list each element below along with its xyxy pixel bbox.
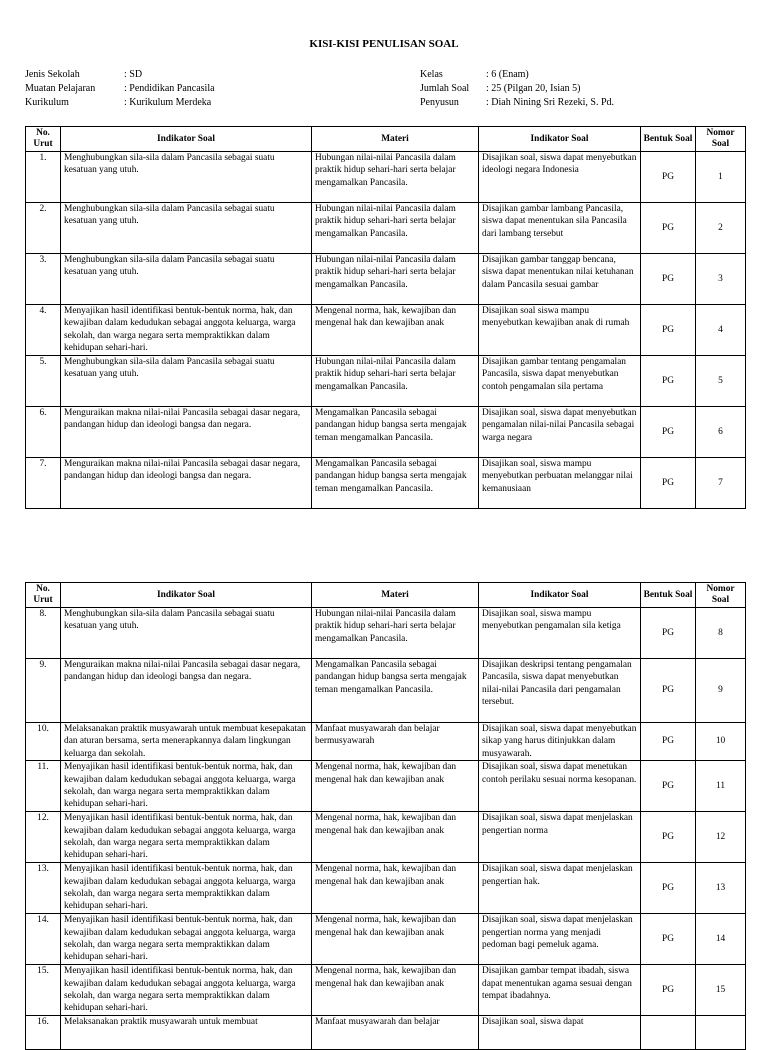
cell-soal: Disajikan soal, siswa dapat menyebutkan sikap yang harus ditinjukkan dalam musyawarah. xyxy=(479,723,641,761)
kisi-table-1 xyxy=(25,126,746,509)
table-row xyxy=(26,812,746,863)
document-title: KISI-KISI PENULISAN SOAL xyxy=(309,38,459,50)
cell-bentuk: PG xyxy=(641,458,696,509)
cell-indikator: Menghubungkan sila-sila dalam Pancasila sebagai suatu kesatuan yang utuh. xyxy=(61,254,312,305)
cell-nomor: 10 xyxy=(696,723,746,761)
header-nomor-soal: Nomor Soal xyxy=(696,583,746,608)
cell-indikator: Menyajikan hasil identifikasi bentuk-bentuk norma, hak, dan kewajiban dalam kedudukan sebagai anggota keluarga, warga sekolah, dan warga negara serta mempraktikkan dalam kehidupan sehari-hari. xyxy=(61,863,312,914)
cell-soal: Disajikan soal siswa mampu menyebutkan kewajiban anak di rumah xyxy=(479,305,641,356)
cell-bentuk: PG xyxy=(641,812,696,863)
cell-soal: Disajikan gambar tentang pengamalan Pancasila, siswa dapat menyebutkan contoh pengamalan sila pertama xyxy=(479,356,641,407)
cell-soal: Disajikan gambar tempat ibadah, siswa dapat menentukan agama sesuai dengan tempat ibadahnya. xyxy=(479,965,641,1016)
cell-materi: Mengamalkan Pancasila sebagai pandangan hidup bangsa serta mengajak teman mengamalkan Pancasila. xyxy=(312,458,479,509)
cell-no: 10. xyxy=(26,723,61,761)
cell-nomor: 15 xyxy=(696,965,746,1016)
cell-no: 15. xyxy=(26,965,61,1016)
cell-indikator: Menguraikan makna nilai-nilai Pancasila sebagai dasar negara, pandangan hidup dan ideologi bangsa dan negara. xyxy=(61,458,312,509)
cell-materi: Manfaat musyawarah dan belajar xyxy=(312,1016,479,1050)
cell-indikator: Menyajikan hasil identifikasi bentuk-bentuk norma, hak, dan kewajiban dalam kedudukan sebagai anggota keluarga, warga sekolah, dan warga negara serta mempraktikkan dalam kehidupan sehari-hari. xyxy=(61,305,312,356)
table-row xyxy=(26,458,746,509)
cell-soal: Disajikan soal, siswa dapat menyebutkan ideologi negara Indonesia xyxy=(479,152,641,203)
meta-label: Muatan Pelajaran xyxy=(25,83,96,94)
cell-bentuk: PG xyxy=(641,659,696,723)
cell-nomor: 14 xyxy=(696,914,746,965)
header-materi: Materi xyxy=(312,127,479,152)
cell-nomor: 7 xyxy=(696,458,746,509)
cell-nomor: 9 xyxy=(696,659,746,723)
meta-value: : 25 (Pilgan 20, Isian 5) xyxy=(486,83,581,94)
meta-row-muatan-pelajaran xyxy=(25,82,215,96)
table-row xyxy=(26,965,746,1016)
cell-no: 14. xyxy=(26,914,61,965)
meta-label: Kurikulum xyxy=(25,97,69,108)
table-row xyxy=(26,305,746,356)
meta-value: : SD xyxy=(124,69,143,80)
cell-no: 13. xyxy=(26,863,61,914)
cell-no: 6. xyxy=(26,407,61,458)
cell-no: 12. xyxy=(26,812,61,863)
cell-nomor: 12 xyxy=(696,812,746,863)
cell-materi: Mengenal norma, hak, kewajiban dan mengenal hak dan kewajiban anak xyxy=(312,965,479,1016)
cell-soal: Disajikan soal, siswa dapat menyebutkan pengamalan nilai-nilai Pancasila sebagai warga negara xyxy=(479,407,641,458)
cell-no: 1. xyxy=(26,152,61,203)
meta-row-jenis-sekolah xyxy=(25,68,215,82)
cell-no: 11. xyxy=(26,761,61,812)
header-indikator: Indikator Soal xyxy=(61,127,312,152)
meta-value: : Diah Nining Sri Rezeki, S. Pd. xyxy=(486,97,615,108)
cell-indikator: Melaksanakan praktik musyawarah untuk membuat kesepakatan dan aturan bersama, serta menerapkannya dalam lingkungan keluarga dan sekolah. xyxy=(61,723,312,761)
header-indikator-soal: Indikator Soal xyxy=(479,583,641,608)
table-row xyxy=(26,254,746,305)
table-row xyxy=(26,608,746,659)
header-bentuk-soal: Bentuk Soal xyxy=(641,583,696,608)
header-bentuk-soal: Bentuk Soal xyxy=(641,127,696,152)
cell-bentuk: PG xyxy=(641,203,696,254)
cell-indikator: Menghubungkan sila-sila dalam Pancasila sebagai suatu kesatuan yang utuh. xyxy=(61,203,312,254)
cell-materi: Mengenal norma, hak, kewajiban dan mengenal hak dan kewajiban anak xyxy=(312,812,479,863)
cell-no: 4. xyxy=(26,305,61,356)
meta-right xyxy=(420,68,614,110)
table-row xyxy=(26,407,746,458)
cell-bentuk: PG xyxy=(641,965,696,1016)
table-row xyxy=(26,723,746,761)
cell-nomor: 6 xyxy=(696,407,746,458)
header-no-urut: No. Urut xyxy=(26,127,61,152)
cell-bentuk: PG xyxy=(641,914,696,965)
table-row xyxy=(26,152,746,203)
cell-indikator: Menyajikan hasil identifikasi bentuk-bentuk norma, hak, dan kewajiban dalam kedudukan sebagai anggota keluarga, warga sekolah, dan warga negara serta mempraktikkan dalam kehidupan sehari-hari. xyxy=(61,761,312,812)
cell-indikator: Menghubungkan sila-sila dalam Pancasila sebagai suatu kesatuan yang utuh. xyxy=(61,608,312,659)
cell-nomor: 2 xyxy=(696,203,746,254)
meta-left xyxy=(25,68,215,110)
cell-materi: Hubungan nilai-nilai Pancasila dalam praktik hidup sehari-hari serta belajar mengamalkan Pancasila. xyxy=(312,608,479,659)
cell-bentuk: PG xyxy=(641,152,696,203)
cell-soal: Disajikan gambar lambang Pancasila, siswa dapat menentukan sila Pancasila dari lambang tersebut xyxy=(479,203,641,254)
cell-indikator: Menyajikan hasil identifikasi bentuk-bentuk norma, hak, dan kewajiban dalam kedudukan sebagai anggota keluarga, warga sekolah, dan warga negara serta mempraktikkan dalam kehidupan sehari-hari. xyxy=(61,812,312,863)
cell-materi: Mengenal norma, hak, kewajiban dan mengenal hak dan kewajiban anak xyxy=(312,305,479,356)
cell-no: 5. xyxy=(26,356,61,407)
header-indikator-soal: Indikator Soal xyxy=(479,127,641,152)
cell-bentuk: PG xyxy=(641,723,696,761)
table-row xyxy=(26,356,746,407)
cell-indikator: Menghubungkan sila-sila dalam Pancasila sebagai suatu kesatuan yang utuh. xyxy=(61,356,312,407)
cell-indikator: Menyajikan hasil identifikasi bentuk-bentuk norma, hak, dan kewajiban dalam kedudukan sebagai anggota keluarga, warga sekolah, dan warga negara serta mempraktikkan dalam kehidupan sehari-hari. xyxy=(61,914,312,965)
cell-nomor: 13 xyxy=(696,863,746,914)
cell-bentuk: PG xyxy=(641,305,696,356)
meta-row-jumlah-soal xyxy=(420,82,614,96)
cell-bentuk: PG xyxy=(641,407,696,458)
cell-indikator: Menyajikan hasil identifikasi bentuk-bentuk norma, hak, dan kewajiban dalam kedudukan sebagai anggota keluarga, warga sekolah, dan warga negara serta mempraktikkan dalam kehidupan sehari-hari. xyxy=(61,965,312,1016)
table-row xyxy=(26,761,746,812)
cell-soal: Disajikan soal, siswa dapat menjelaskan pengertian norma yang menjadi pedoman bagi pemeluk agama. xyxy=(479,914,641,965)
meta-value: : Pendidikan Pancasila xyxy=(124,83,215,94)
cell-no: 7. xyxy=(26,458,61,509)
header-indikator: Indikator Soal xyxy=(61,583,312,608)
cell-no: 2. xyxy=(26,203,61,254)
cell-soal: Disajikan soal, siswa mampu menyebutkan perbuatan melanggar nilai kemanusiaan xyxy=(479,458,641,509)
cell-soal: Disajikan soal, siswa dapat menjelaskan pengertian hak. xyxy=(479,863,641,914)
meta-row-kurikulum xyxy=(25,96,215,110)
meta-value: : 6 (Enam) xyxy=(486,69,529,80)
meta-label: Jumlah Soal xyxy=(420,83,470,94)
meta-row-penyusun xyxy=(420,96,614,110)
cell-soal: Disajikan deskripsi tentang pengamalan Pancasila, siswa dapat menyebutkan nilai-nilai Pancasila dari pengamalan tersebut. xyxy=(479,659,641,723)
cell-materi: Hubungan nilai-nilai Pancasila dalam praktik hidup sehari-hari serta belajar mengamalkan Pancasila. xyxy=(312,254,479,305)
header-materi: Materi xyxy=(312,583,479,608)
cell-no: 9. xyxy=(26,659,61,723)
cell-indikator: Menguraikan makna nilai-nilai Pancasila sebagai dasar negara, pandangan hidup dan ideologi bangsa dan negara. xyxy=(61,659,312,723)
cell-soal: Disajikan soal, siswa dapat menetukan contoh perilaku sesuai norma kesopanan. xyxy=(479,761,641,812)
cell-nomor xyxy=(696,1016,746,1050)
table-row xyxy=(26,914,746,965)
cell-soal: Disajikan gambar tanggap bencana, siswa dapat menentukan nilai ketuhanan dalam Pancasila sesuai gambar xyxy=(479,254,641,305)
cell-nomor: 5 xyxy=(696,356,746,407)
cell-nomor: 1 xyxy=(696,152,746,203)
cell-materi: Hubungan nilai-nilai Pancasila dalam praktik hidup sehari-hari serta belajar mengamalkan Pancasila. xyxy=(312,356,479,407)
cell-indikator: Menghubungkan sila-sila dalam Pancasila sebagai suatu kesatuan yang utuh. xyxy=(61,152,312,203)
cell-bentuk: PG xyxy=(641,863,696,914)
meta-label: Jenis Sekolah xyxy=(25,69,80,80)
meta-label: Penyusun xyxy=(420,97,459,108)
cell-materi: Hubungan nilai-nilai Pancasila dalam praktik hidup sehari-hari serta belajar mengamalkan Pancasila. xyxy=(312,152,479,203)
meta-value: : Kurikulum Merdeka xyxy=(124,97,212,108)
header-no-urut: No. Urut xyxy=(26,583,61,608)
cell-no: 8. xyxy=(26,608,61,659)
meta-label: Kelas xyxy=(420,69,443,80)
cell-materi: Hubungan nilai-nilai Pancasila dalam praktik hidup sehari-hari serta belajar mengamalkan Pancasila. xyxy=(312,203,479,254)
cell-bentuk xyxy=(641,1016,696,1050)
cell-materi: Mengenal norma, hak, kewajiban dan mengenal hak dan kewajiban anak xyxy=(312,863,479,914)
cell-materi: Mengamalkan Pancasila sebagai pandangan hidup bangsa serta mengajak teman mengamalkan Pancasila. xyxy=(312,659,479,723)
cell-bentuk: PG xyxy=(641,608,696,659)
cell-no: 3. xyxy=(26,254,61,305)
header-nomor-soal: Nomor Soal xyxy=(696,127,746,152)
cell-materi: Mengenal norma, hak, kewajiban dan mengenal hak dan kewajiban anak xyxy=(312,914,479,965)
cell-nomor: 4 xyxy=(696,305,746,356)
cell-bentuk: PG xyxy=(641,761,696,812)
cell-materi: Mengamalkan Pancasila sebagai pandangan hidup bangsa serta mengajak teman mengamalkan Pancasila. xyxy=(312,407,479,458)
cell-nomor: 8 xyxy=(696,608,746,659)
cell-soal: Disajikan soal, siswa mampu menyebutkan pengamalan sila ketiga xyxy=(479,608,641,659)
table-row xyxy=(26,863,746,914)
cell-soal: Disajikan soal, siswa dapat menjelaskan pengertian norma xyxy=(479,812,641,863)
cell-nomor: 3 xyxy=(696,254,746,305)
kisi-table-2 xyxy=(25,582,746,1050)
cell-nomor: 11 xyxy=(696,761,746,812)
cell-bentuk: PG xyxy=(641,356,696,407)
cell-materi: Mengenal norma, hak, kewajiban dan mengenal hak dan kewajiban anak xyxy=(312,761,479,812)
cell-bentuk: PG xyxy=(641,254,696,305)
cell-materi: Manfaat musyawarah dan belajar bermusyawarah xyxy=(312,723,479,761)
cell-soal: Disajikan soal, siswa dapat xyxy=(479,1016,641,1050)
meta-row-kelas xyxy=(420,68,614,82)
table-row xyxy=(26,203,746,254)
table-row xyxy=(26,1016,746,1050)
cell-no: 16. xyxy=(26,1016,61,1050)
cell-indikator: Melaksanakan praktik musyawarah untuk membuat xyxy=(61,1016,312,1050)
table-row xyxy=(26,659,746,723)
cell-indikator: Menguraikan makna nilai-nilai Pancasila sebagai dasar negara, pandangan hidup dan ideologi bangsa dan negara. xyxy=(61,407,312,458)
